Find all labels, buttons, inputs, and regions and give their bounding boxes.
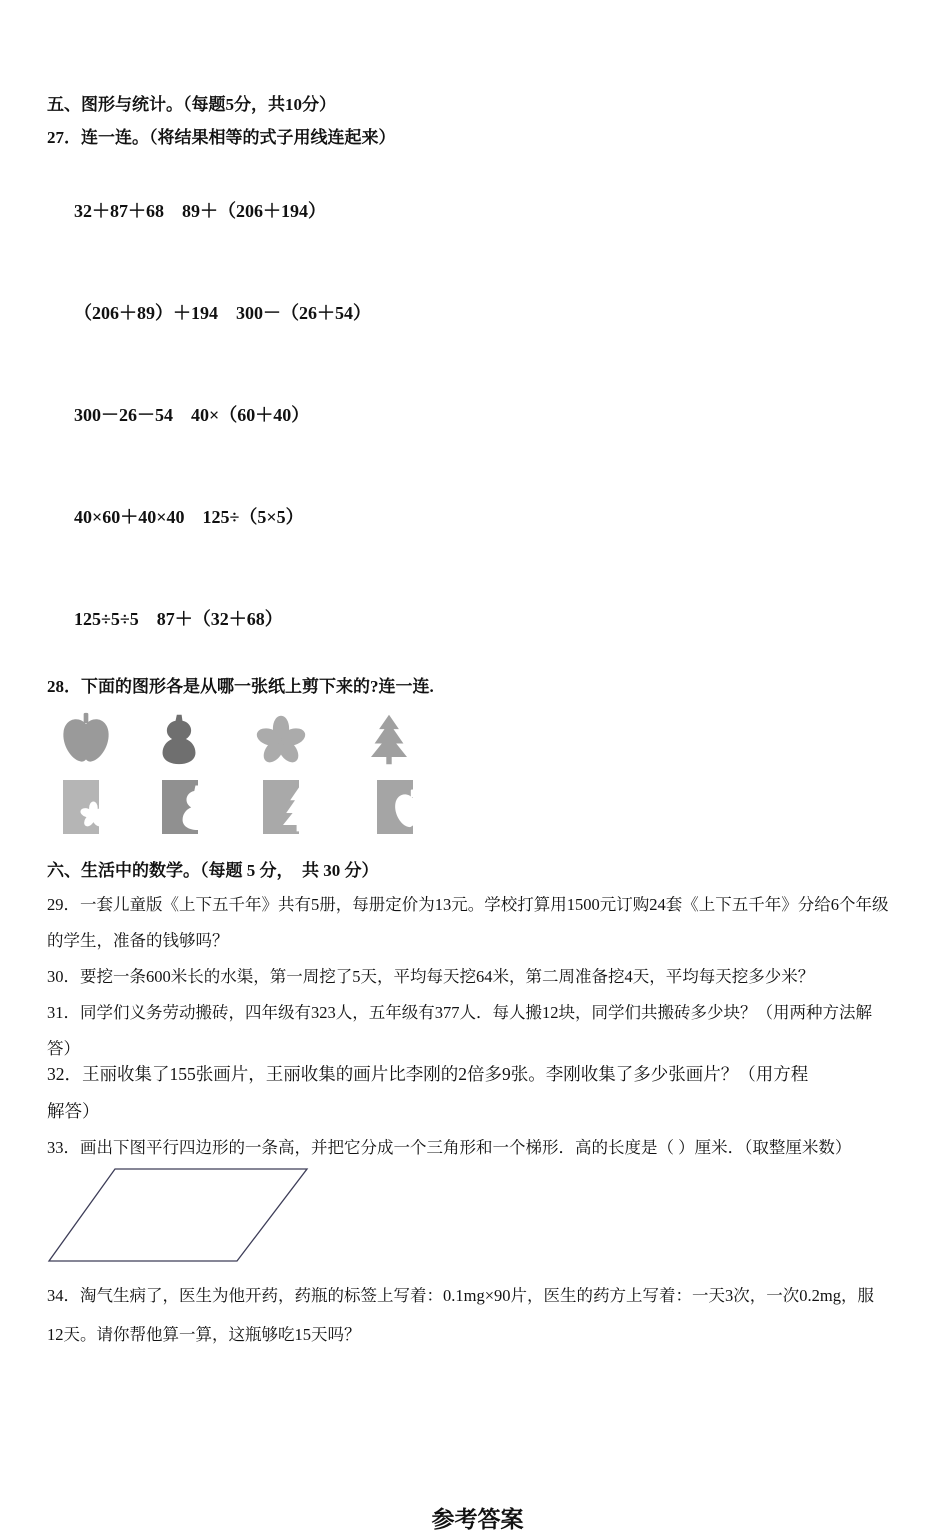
question-32-line-1: 32．王丽收集了155张画片，王丽收集的画片比李刚的2倍多9张。李刚收集了多少张画片？（用方程 <box>47 1064 809 1084</box>
q27-row-2-left-expression: （206＋89）＋194 <box>74 303 218 323</box>
question-31-line-1: 31．同学们义务劳动搬砖，四年级有323人，五年级有377人．每人搬12块，同学们共搬砖多少块？（用两种方法解 <box>47 1003 872 1022</box>
question-32-line-2: 解答） <box>47 1101 100 1121</box>
q28-shapes-row <box>47 710 908 768</box>
question-31-line-2: 答） <box>47 1039 80 1058</box>
q27-row-4-left-expression: 40×60＋40×40 <box>74 507 185 527</box>
question-27-label: 27．连一连。（将结果相等的式子用线连起来） <box>47 128 396 147</box>
q27-row-1 <box>47 160 908 262</box>
question-33-label: 33．画出下图平行四边形的一条高，并把它分成一个三角形和一个梯形．高的长度是（ ）厘米．（取整厘米数） <box>47 1138 852 1157</box>
q27-row-3-right-expression: 40×（60＋40） <box>191 405 310 425</box>
paper-with-apple-hole-icon <box>377 780 413 834</box>
q27-row-1-right-expression: 89＋（206＋194） <box>182 201 326 221</box>
q28-papers-row <box>47 780 908 834</box>
question-34-line-1: 34．淘气生病了，医生为他开药，药瓶的标签上写着：0.1mg×90片，医生的药方上写着：一天3次，一次0.2mg，服 <box>47 1286 874 1305</box>
parallelogram-figure <box>47 1166 337 1264</box>
q27-row-2-right-expression: 300－（26＋54） <box>236 303 371 323</box>
question-28-label: 28．下面的图形各是从哪一张纸上剪下来的?连一连. <box>47 677 434 696</box>
section-five-heading: 五、图形与统计。（每题5分，共10分） <box>47 95 336 114</box>
q27-row-4-right-expression: 125÷（5×5） <box>202 507 304 527</box>
question-29 <box>47 887 908 959</box>
question-33 <box>47 1130 908 1166</box>
flower-shape-icon <box>254 712 308 768</box>
pine-tree-shape-icon <box>362 710 416 768</box>
question-29-line-2: 的学生，准备的钱够吗？ <box>47 931 229 950</box>
q27-expression-list <box>47 160 908 670</box>
section-six-heading: 六、生活中的数学。（每题 5 分， 共 30 分） <box>47 861 379 880</box>
q27-row-3-left-expression: 300－26－54 <box>74 405 173 425</box>
q27-row-3 <box>47 364 908 466</box>
gourd-shape-icon <box>153 710 205 768</box>
q27-row-5-left-expression: 125÷5÷5 <box>74 609 139 629</box>
paper-with-tree-hole-icon <box>263 780 299 834</box>
apple-shape-icon <box>58 710 114 768</box>
reference-answers-heading: 参考答案 <box>431 1506 524 1532</box>
question-30 <box>47 959 908 995</box>
question-29-line-1: 29．一套儿童版《上下五千年》共有5册，每册定价为13元。学校打算用1500元订购24套《上下五千年》分给6个年级 <box>47 895 889 914</box>
q27-row-4 <box>47 466 908 568</box>
q27-row-5-right-expression: 87＋（32＋68） <box>156 609 283 629</box>
question-30-line-1: 30．要挖一条600米长的水渠，第一周挖了5天，平均每天挖64米，第二周准备挖4天，平均每天挖多少米？ <box>47 967 815 986</box>
paper-with-flower-hole-icon <box>63 780 99 834</box>
q27-row-2 <box>47 262 908 364</box>
paper-with-gourd-hole-icon <box>162 780 198 834</box>
question-34 <box>47 1276 908 1354</box>
question-34-line-2: 12天。请你帮他算一算，这瓶够吃15天吗？ <box>47 1325 361 1344</box>
q27-row-1-left-expression: 32＋87＋68 <box>74 201 164 221</box>
q27-row-5 <box>47 568 908 670</box>
question-32 <box>47 1056 908 1130</box>
